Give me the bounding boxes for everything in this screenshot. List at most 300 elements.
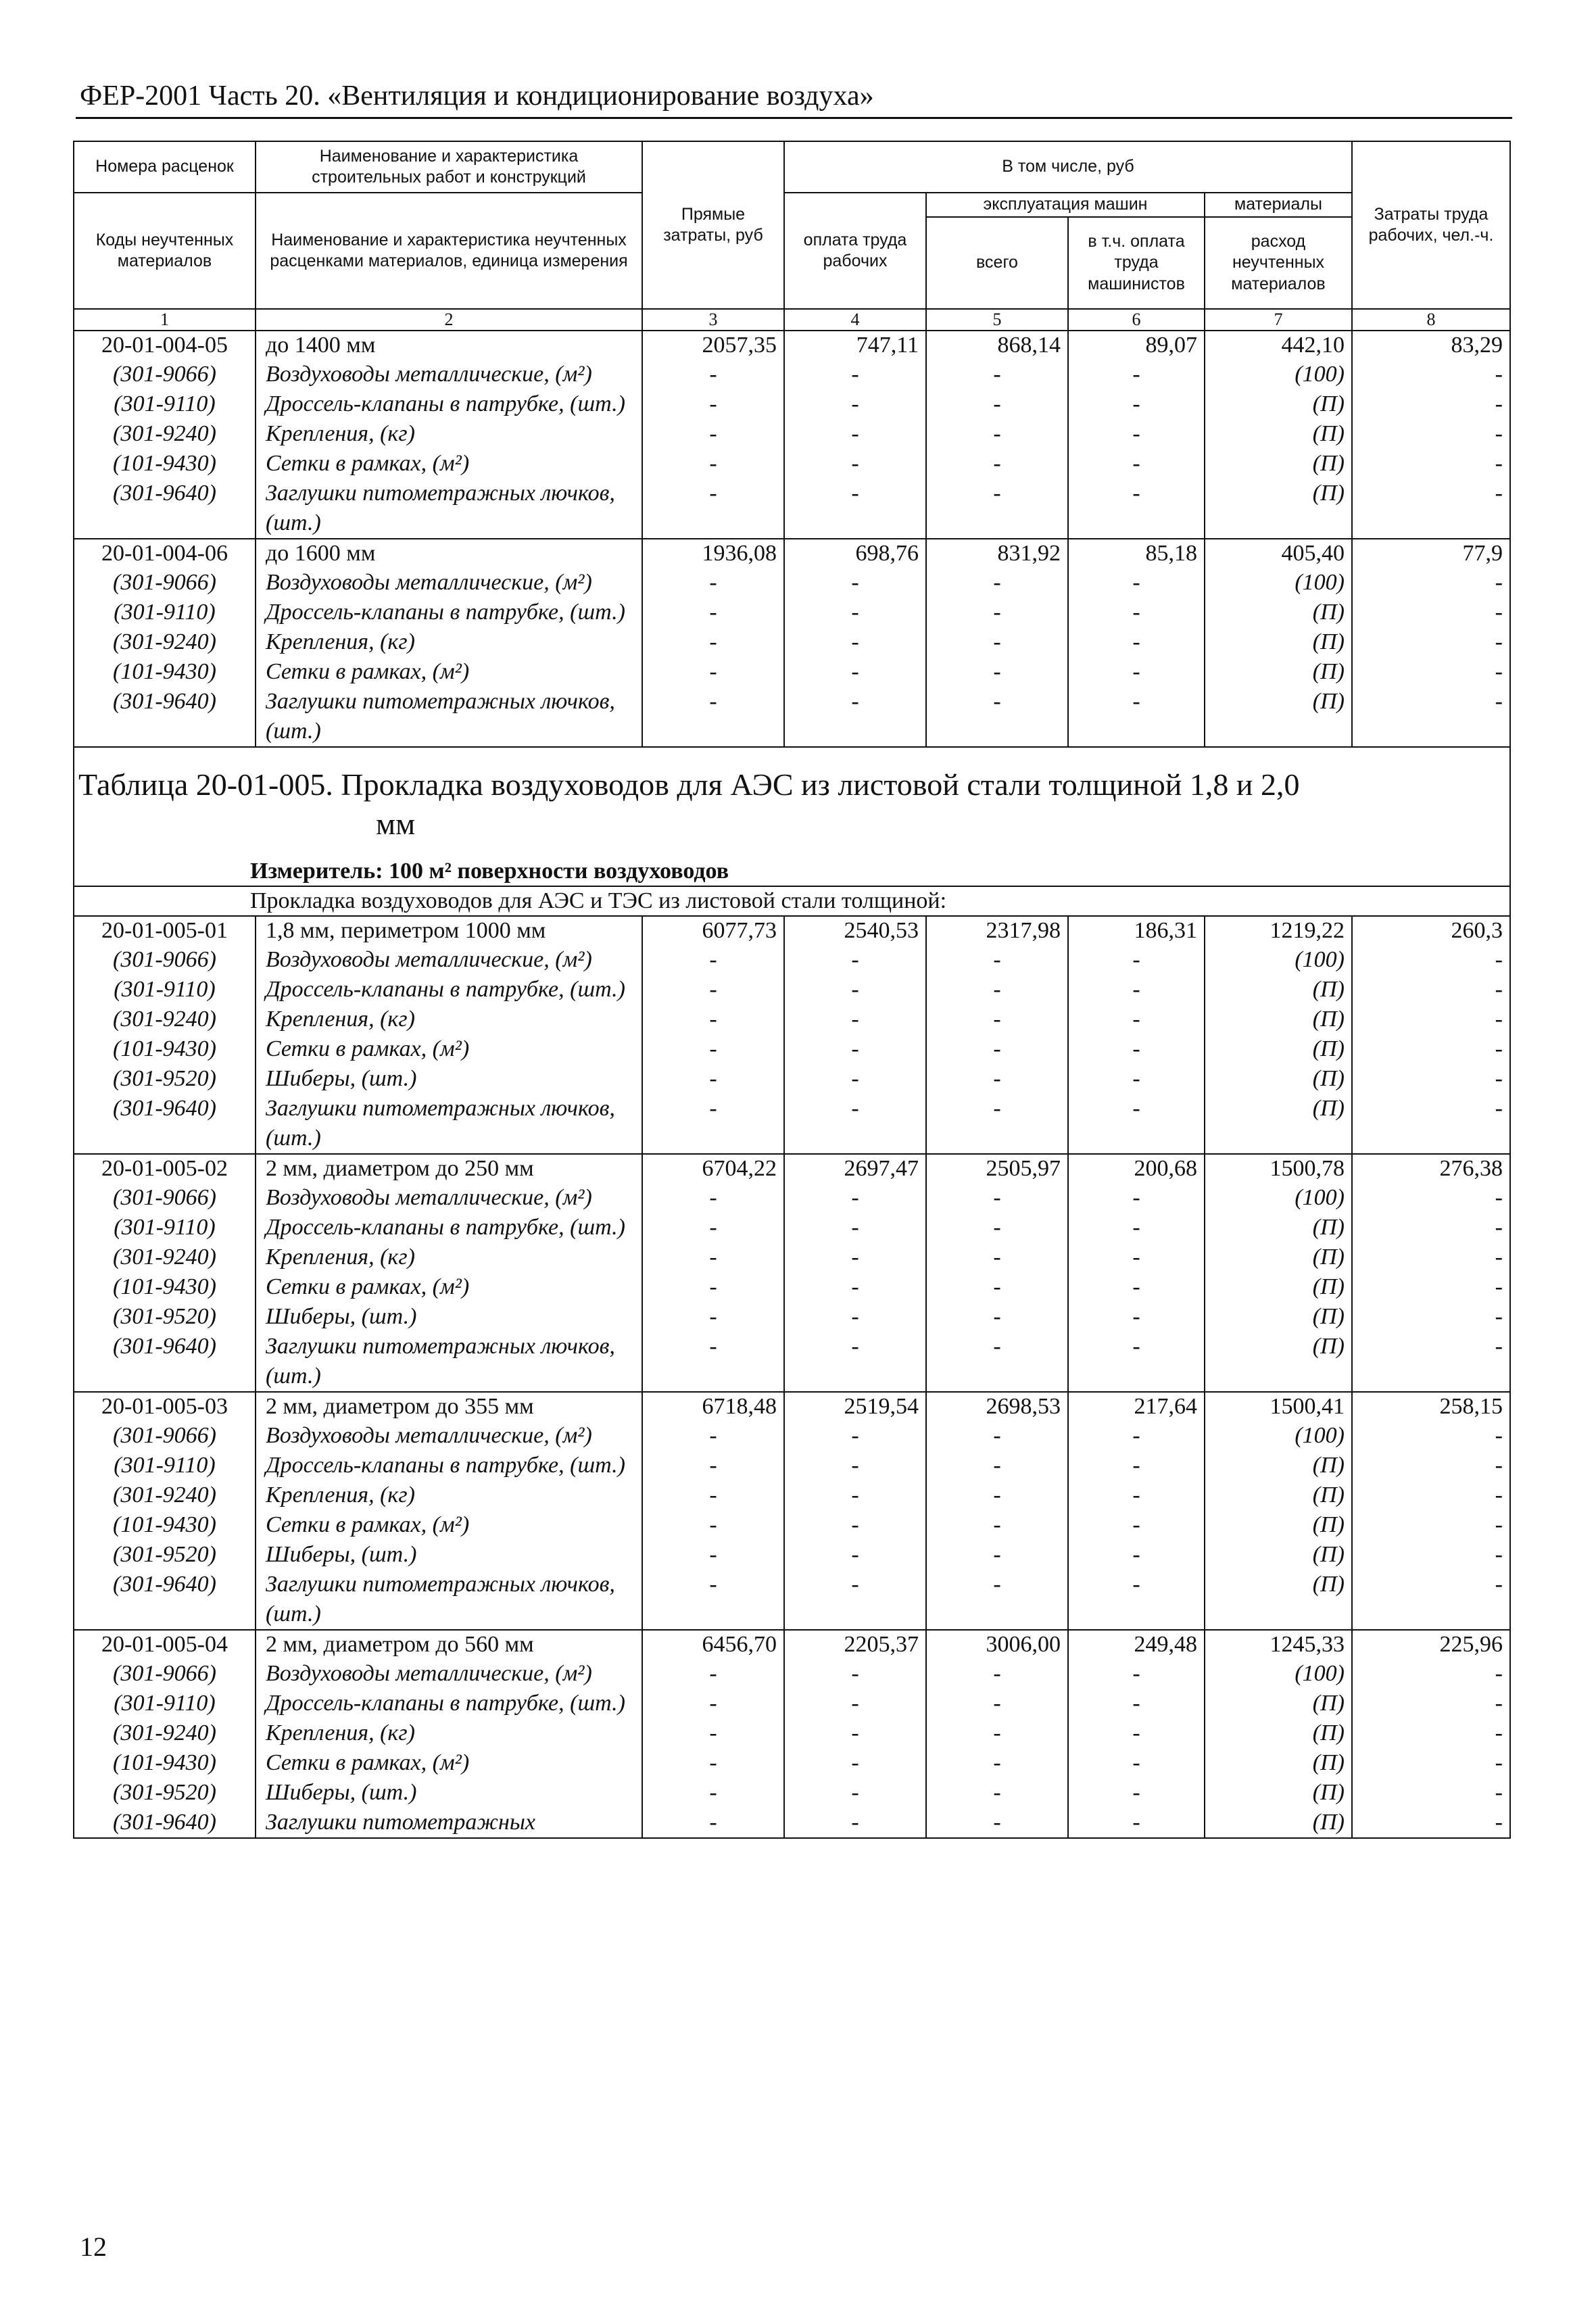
material-name: Заглушки питометражных лючков, (шт.) xyxy=(256,1570,642,1630)
empty-value: - xyxy=(642,598,784,627)
material-code: (301-9520) xyxy=(74,1540,256,1570)
rate-name: 2 мм, диаметром до 355 мм xyxy=(256,1392,642,1421)
empty-value: - xyxy=(784,1659,926,1689)
material-code: (301-9520) xyxy=(74,1302,256,1332)
material-name: Дроссель-клапаны в патрубке, (шт.) xyxy=(256,1213,642,1243)
material-name: Воздуховоды металлические, (м²) xyxy=(256,568,642,598)
empty-value: - xyxy=(1352,1718,1510,1748)
direct-costs: 6456,70 xyxy=(642,1630,784,1659)
empty-value: - xyxy=(926,1748,1068,1778)
material-consumption: (100) xyxy=(1205,360,1352,389)
empty-value: - xyxy=(784,1748,926,1778)
empty-value: - xyxy=(1068,1659,1205,1689)
material-code: (301-9640) xyxy=(74,1094,256,1154)
material-row xyxy=(74,1689,1510,1718)
material-name: Заглушки питометражных лючков, (шт.) xyxy=(256,1332,642,1392)
empty-value: - xyxy=(784,627,926,657)
material-row xyxy=(74,1243,1510,1272)
empty-value: - xyxy=(1352,1005,1510,1034)
material-name: Заглушки питометражных xyxy=(256,1808,642,1838)
empty-value: - xyxy=(926,1302,1068,1332)
empty-value: - xyxy=(784,1213,926,1243)
material-consumption: (П) xyxy=(1205,1272,1352,1302)
empty-value: - xyxy=(784,1778,926,1808)
material-name: Сетки в рамках, (м²) xyxy=(256,1034,642,1064)
page-header: ФЕР-2001 Часть 20. «Вентиляция и кондиционирование воздуха» xyxy=(80,80,874,112)
direct-costs: 6077,73 xyxy=(642,916,784,945)
material-consumption: (П) xyxy=(1205,1510,1352,1540)
empty-value: - xyxy=(642,1243,784,1272)
empty-value: - xyxy=(1068,389,1205,419)
empty-value: - xyxy=(642,1689,784,1718)
material-code: (101-9430) xyxy=(74,1272,256,1302)
empty-value: - xyxy=(1352,975,1510,1005)
empty-value: - xyxy=(1352,1183,1510,1213)
empty-value: - xyxy=(1352,1034,1510,1064)
material-consumption: (П) xyxy=(1205,1480,1352,1510)
material-code: (301-9240) xyxy=(74,1480,256,1510)
empty-value: - xyxy=(926,945,1068,975)
material-row xyxy=(74,945,1510,975)
material-consumption: (П) xyxy=(1205,479,1352,539)
empty-value: - xyxy=(1068,1064,1205,1094)
empty-value: - xyxy=(784,1183,926,1213)
direct-costs: 6704,22 xyxy=(642,1154,784,1183)
empty-value: - xyxy=(1352,1510,1510,1540)
empty-value: - xyxy=(1068,1480,1205,1510)
material-consumption: (П) xyxy=(1205,1064,1352,1094)
material-row xyxy=(74,479,1510,539)
column-number: 8 xyxy=(1352,309,1510,331)
material-name: Воздуховоды металлические, (м²) xyxy=(256,1183,642,1213)
column-numbers-row xyxy=(74,309,1510,331)
material-code: (301-9066) xyxy=(74,1183,256,1213)
material-consumption: (100) xyxy=(1205,1659,1352,1689)
material-consumption: (П) xyxy=(1205,1778,1352,1808)
empty-value: - xyxy=(784,1332,926,1392)
material-row xyxy=(74,975,1510,1005)
material-code: (101-9430) xyxy=(74,657,256,687)
material-code: (101-9430) xyxy=(74,1748,256,1778)
material-row xyxy=(74,1748,1510,1778)
material-consumption: (100) xyxy=(1205,945,1352,975)
column-number: 4 xyxy=(784,309,926,331)
empty-value: - xyxy=(1352,449,1510,479)
empty-value: - xyxy=(926,1094,1068,1154)
empty-value: - xyxy=(1352,1243,1510,1272)
material-row xyxy=(74,568,1510,598)
material-name: Дроссель-клапаны в патрубке, (шт.) xyxy=(256,1451,642,1480)
empty-value: - xyxy=(784,1421,926,1451)
material-code: (301-9520) xyxy=(74,1778,256,1808)
material-name: Дроссель-клапаны в патрубке, (шт.) xyxy=(256,598,642,627)
empty-value: - xyxy=(926,1659,1068,1689)
empty-value: - xyxy=(1068,1808,1205,1838)
section-heading xyxy=(74,747,1510,916)
empty-value: - xyxy=(642,1094,784,1154)
material-name: Воздуховоды металлические, (м²) xyxy=(256,945,642,975)
empty-value: - xyxy=(1068,1213,1205,1243)
measure-unit xyxy=(74,848,1510,886)
empty-value: - xyxy=(926,1570,1068,1630)
empty-value: - xyxy=(784,1570,926,1630)
material-consumption: (П) xyxy=(1205,975,1352,1005)
rate-row xyxy=(74,916,1510,945)
machines-total: 2317,98 xyxy=(926,916,1068,945)
material-row xyxy=(74,1302,1510,1332)
empty-value: - xyxy=(642,1034,784,1064)
column-number: 6 xyxy=(1068,309,1205,331)
empty-value: - xyxy=(1068,1748,1205,1778)
machinists-wages: 186,31 xyxy=(1068,916,1205,945)
col3-header: Прямые затраты, руб xyxy=(642,141,784,309)
empty-value: - xyxy=(784,419,926,449)
material-code: (301-9240) xyxy=(74,1243,256,1272)
material-row xyxy=(74,1659,1510,1689)
material-code: (301-9110) xyxy=(74,1689,256,1718)
materials-cost: 1500,41 xyxy=(1205,1392,1352,1421)
empty-value: - xyxy=(784,945,926,975)
empty-value: - xyxy=(642,1659,784,1689)
empty-value: - xyxy=(926,360,1068,389)
material-consumption: (П) xyxy=(1205,687,1352,747)
empty-value: - xyxy=(926,1213,1068,1243)
material-code: (301-9066) xyxy=(74,568,256,598)
material-consumption: (П) xyxy=(1205,1094,1352,1154)
materials-cost: 405,40 xyxy=(1205,539,1352,568)
material-code: (301-9640) xyxy=(74,687,256,747)
material-consumption: (П) xyxy=(1205,1748,1352,1778)
labor-wages: 698,76 xyxy=(784,539,926,568)
rate-name: 2 мм, диаметром до 560 мм xyxy=(256,1630,642,1659)
empty-value: - xyxy=(1352,479,1510,539)
col6-header: в т.ч. оплата труда машинистов xyxy=(1068,217,1205,309)
header-rule xyxy=(76,117,1512,119)
material-name: Заглушки питометражных лючков, (шт.) xyxy=(256,1094,642,1154)
material-name: Дроссель-клапаны в патрубке, (шт.) xyxy=(256,1689,642,1718)
material-name: Крепления, (кг) xyxy=(256,1005,642,1034)
direct-costs: 1936,08 xyxy=(642,539,784,568)
empty-value: - xyxy=(926,1689,1068,1718)
material-row xyxy=(74,598,1510,627)
empty-value: - xyxy=(642,687,784,747)
material-code: (301-9110) xyxy=(74,598,256,627)
empty-value: - xyxy=(926,1778,1068,1808)
rate-row xyxy=(74,539,1510,568)
material-consumption: (П) xyxy=(1205,1540,1352,1570)
column-number: 5 xyxy=(926,309,1068,331)
empty-value: - xyxy=(1352,1659,1510,1689)
empty-value: - xyxy=(784,1510,926,1540)
labor-wages: 2205,37 xyxy=(784,1630,926,1659)
material-consumption: (П) xyxy=(1205,598,1352,627)
empty-value: - xyxy=(926,1510,1068,1540)
material-consumption: (П) xyxy=(1205,1005,1352,1034)
material-consumption: (П) xyxy=(1205,1332,1352,1392)
material-row xyxy=(74,1778,1510,1808)
material-consumption: (П) xyxy=(1205,1213,1352,1243)
rate-name: 2 мм, диаметром до 250 мм xyxy=(256,1154,642,1183)
empty-value: - xyxy=(926,1034,1068,1064)
col5-header: всего xyxy=(926,217,1068,309)
machines-total: 2505,97 xyxy=(926,1154,1068,1183)
empty-value: - xyxy=(926,1451,1068,1480)
direct-costs: 6718,48 xyxy=(642,1392,784,1421)
material-name: Сетки в рамках, (м²) xyxy=(256,449,642,479)
material-code: (301-9640) xyxy=(74,1570,256,1630)
empty-value: - xyxy=(926,975,1068,1005)
empty-value: - xyxy=(926,687,1068,747)
material-code: (301-9640) xyxy=(74,1808,256,1838)
material-consumption: (П) xyxy=(1205,1689,1352,1718)
material-row xyxy=(74,1213,1510,1243)
empty-value: - xyxy=(1068,1005,1205,1034)
material-code: (301-9240) xyxy=(74,419,256,449)
material-row xyxy=(74,657,1510,687)
material-row xyxy=(74,1510,1510,1540)
material-row xyxy=(74,1183,1510,1213)
material-name: Заглушки питометражных лючков, (шт.) xyxy=(256,479,642,539)
rate-row xyxy=(74,1154,1510,1183)
section-subheading: Прокладка воздуховодов для АЭС и ТЭС из листовой стали толщиной: xyxy=(74,886,1510,916)
empty-value: - xyxy=(784,1272,926,1302)
material-consumption: (П) xyxy=(1205,1302,1352,1332)
empty-value: - xyxy=(784,687,926,747)
empty-value: - xyxy=(642,945,784,975)
material-name: Крепления, (кг) xyxy=(256,1718,642,1748)
empty-value: - xyxy=(926,1005,1068,1034)
empty-value: - xyxy=(1068,1778,1205,1808)
material-code: (301-9110) xyxy=(74,975,256,1005)
empty-value: - xyxy=(642,479,784,539)
empty-value: - xyxy=(784,1808,926,1838)
col8-header: Затраты труда рабочих, чел.-ч. xyxy=(1352,141,1510,309)
material-code: (301-9066) xyxy=(74,1659,256,1689)
material-name: Крепления, (кг) xyxy=(256,627,642,657)
empty-value: - xyxy=(1068,1183,1205,1213)
materials-cost: 1219,22 xyxy=(1205,916,1352,945)
empty-value: - xyxy=(926,1243,1068,1272)
material-row xyxy=(74,360,1510,389)
rates-table xyxy=(73,141,1511,1839)
material-consumption: (100) xyxy=(1205,1183,1352,1213)
empty-value: - xyxy=(784,479,926,539)
empty-value: - xyxy=(784,1243,926,1272)
empty-value: - xyxy=(926,568,1068,598)
material-row xyxy=(74,687,1510,747)
machinists-wages: 217,64 xyxy=(1068,1392,1205,1421)
column-number: 7 xyxy=(1205,309,1352,331)
machinists-wages: 85,18 xyxy=(1068,539,1205,568)
empty-value: - xyxy=(642,1510,784,1540)
empty-value: - xyxy=(926,1480,1068,1510)
empty-value: - xyxy=(1352,687,1510,747)
empty-value: - xyxy=(642,1778,784,1808)
material-row xyxy=(74,1451,1510,1480)
material-name: Воздуховоды металлические, (м²) xyxy=(256,1659,642,1689)
empty-value: - xyxy=(1352,1094,1510,1154)
empty-value: - xyxy=(1352,1272,1510,1302)
empty-value: - xyxy=(642,1183,784,1213)
col2-header-top: Наименование и характеристика строительных работ и конструкций xyxy=(256,141,642,193)
included-header: В том числе, руб xyxy=(784,141,1352,193)
empty-value: - xyxy=(1068,449,1205,479)
empty-value: - xyxy=(1352,1570,1510,1630)
empty-value: - xyxy=(642,568,784,598)
empty-value: - xyxy=(642,1570,784,1630)
empty-value: - xyxy=(784,1689,926,1718)
empty-value: - xyxy=(784,449,926,479)
material-code: (301-9240) xyxy=(74,1005,256,1034)
empty-value: - xyxy=(926,419,1068,449)
empty-value: - xyxy=(642,449,784,479)
material-code: (301-9640) xyxy=(74,479,256,539)
material-consumption: (П) xyxy=(1205,1451,1352,1480)
empty-value: - xyxy=(1352,389,1510,419)
empty-value: - xyxy=(1068,627,1205,657)
materials-cost: 442,10 xyxy=(1205,331,1352,360)
rate-name: 1,8 мм, периметром 1000 мм xyxy=(256,916,642,945)
material-code: (301-9110) xyxy=(74,389,256,419)
labor-hours: 83,29 xyxy=(1352,331,1510,360)
empty-value: - xyxy=(1068,1094,1205,1154)
empty-value: - xyxy=(642,1421,784,1451)
empty-value: - xyxy=(1068,1689,1205,1718)
empty-value: - xyxy=(926,657,1068,687)
material-name: Сетки в рамках, (м²) xyxy=(256,657,642,687)
empty-value: - xyxy=(1352,1748,1510,1778)
rate-code: 20-01-005-02 xyxy=(74,1154,256,1183)
empty-value: - xyxy=(642,1302,784,1332)
empty-value: - xyxy=(1352,598,1510,627)
empty-value: - xyxy=(1068,945,1205,975)
material-row xyxy=(74,1272,1510,1302)
empty-value: - xyxy=(1352,360,1510,389)
empty-value: - xyxy=(1068,975,1205,1005)
empty-value: - xyxy=(1068,598,1205,627)
empty-value: - xyxy=(784,360,926,389)
empty-value: - xyxy=(642,1332,784,1392)
direct-costs: 2057,35 xyxy=(642,331,784,360)
empty-value: - xyxy=(642,1451,784,1480)
empty-value: - xyxy=(784,975,926,1005)
empty-value: - xyxy=(784,1302,926,1332)
material-code: (301-9066) xyxy=(74,1421,256,1451)
empty-value: - xyxy=(926,479,1068,539)
empty-value: - xyxy=(1352,1332,1510,1392)
rate-code: 20-01-005-03 xyxy=(74,1392,256,1421)
material-name: Воздуховоды металлические, (м²) xyxy=(256,1421,642,1451)
material-name: Крепления, (кг) xyxy=(256,1243,642,1272)
empty-value: - xyxy=(1352,1689,1510,1718)
rate-code: 20-01-005-04 xyxy=(74,1630,256,1659)
material-row xyxy=(74,627,1510,657)
material-name: Воздуховоды металлические, (м²) xyxy=(256,360,642,389)
col2-header-bottom: Наименование и характеристика неучтенных расценками материалов, единица измерения xyxy=(256,193,642,309)
labor-hours: 258,15 xyxy=(1352,1392,1510,1421)
material-name: Крепления, (кг) xyxy=(256,1480,642,1510)
empty-value: - xyxy=(1352,1064,1510,1094)
empty-value: - xyxy=(1068,568,1205,598)
material-row xyxy=(74,1034,1510,1064)
material-name: Шиберы, (шт.) xyxy=(256,1302,642,1332)
rate-code: 20-01-004-06 xyxy=(74,539,256,568)
empty-value: - xyxy=(784,1064,926,1094)
labor-hours: 77,9 xyxy=(1352,539,1510,568)
rate-row xyxy=(74,331,1510,360)
empty-value: - xyxy=(642,1005,784,1034)
material-code: (301-9066) xyxy=(74,945,256,975)
empty-value: - xyxy=(642,419,784,449)
column-number: 2 xyxy=(256,309,642,331)
rate-name: до 1600 мм xyxy=(256,539,642,568)
empty-value: - xyxy=(642,1540,784,1570)
material-code: (301-9240) xyxy=(74,1718,256,1748)
empty-value: - xyxy=(642,1748,784,1778)
material-code: (101-9430) xyxy=(74,1510,256,1540)
empty-value: - xyxy=(642,1064,784,1094)
empty-value: - xyxy=(1068,1034,1205,1064)
material-name: Дроссель-клапаны в патрубке, (шт.) xyxy=(256,975,642,1005)
material-code: (301-9066) xyxy=(74,360,256,389)
empty-value: - xyxy=(1068,1302,1205,1332)
table-body-lower xyxy=(74,916,1510,1838)
empty-value: - xyxy=(926,1718,1068,1748)
material-row xyxy=(74,1005,1510,1034)
material-consumption: (100) xyxy=(1205,568,1352,598)
material-code: (301-9640) xyxy=(74,1332,256,1392)
column-number: 1 xyxy=(74,309,256,331)
empty-value: - xyxy=(1352,1213,1510,1243)
empty-value: - xyxy=(1352,568,1510,598)
page-number: 12 xyxy=(80,2231,107,2262)
empty-value: - xyxy=(642,1480,784,1510)
col1-header-bottom: Коды неучтенных материалов xyxy=(74,193,256,309)
material-row xyxy=(74,1064,1510,1094)
empty-value: - xyxy=(926,1540,1068,1570)
materials-cost: 1245,33 xyxy=(1205,1630,1352,1659)
empty-value: - xyxy=(1352,1480,1510,1510)
empty-value: - xyxy=(784,1480,926,1510)
empty-value: - xyxy=(926,1808,1068,1838)
labor-wages: 2519,54 xyxy=(784,1392,926,1421)
material-row xyxy=(74,1808,1510,1838)
material-consumption: (П) xyxy=(1205,1034,1352,1064)
table-head xyxy=(74,141,1510,331)
empty-value: - xyxy=(1068,1451,1205,1480)
material-row xyxy=(74,1718,1510,1748)
col7-header: расход неучтенных материалов xyxy=(1205,217,1352,309)
material-consumption: (П) xyxy=(1205,1718,1352,1748)
empty-value: - xyxy=(784,389,926,419)
empty-value: - xyxy=(784,598,926,627)
material-name: Сетки в рамках, (м²) xyxy=(256,1510,642,1540)
material-name: Сетки в рамках, (м²) xyxy=(256,1272,642,1302)
empty-value: - xyxy=(642,389,784,419)
empty-value: - xyxy=(1352,1778,1510,1808)
material-consumption: (П) xyxy=(1205,657,1352,687)
material-consumption: (П) xyxy=(1205,449,1352,479)
material-consumption: (П) xyxy=(1205,1570,1352,1630)
material-row xyxy=(74,1421,1510,1451)
material-code: (301-9110) xyxy=(74,1213,256,1243)
material-code: (301-9110) xyxy=(74,1451,256,1480)
material-code: (101-9430) xyxy=(74,1034,256,1064)
empty-value: - xyxy=(1068,1243,1205,1272)
empty-value: - xyxy=(1068,1510,1205,1540)
labor-hours: 260,3 xyxy=(1352,916,1510,945)
empty-value: - xyxy=(926,1272,1068,1302)
